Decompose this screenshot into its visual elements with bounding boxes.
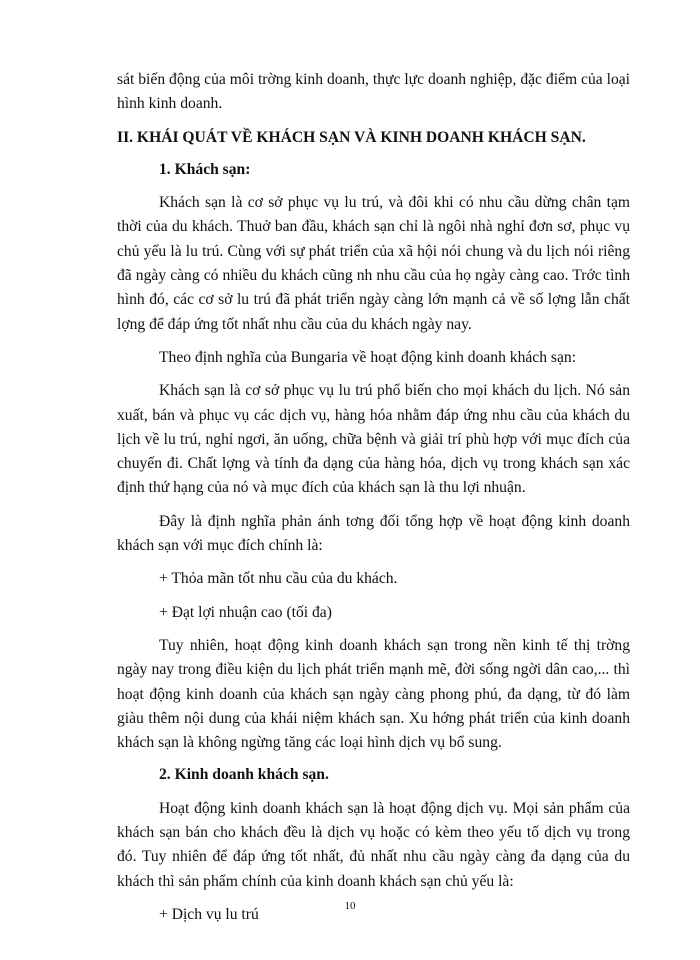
subsection-heading-business: 2. Kinh doanh khách sạn. — [159, 766, 329, 784]
continuation-paragraph: sát biến động của môi trờng kinh doanh, thực lực doanh nghiệp, đặc điểm của loại hình kinh doanh. — [117, 71, 630, 113]
bullet-accommodation: + Dịch vụ lu trú — [159, 905, 259, 923]
section-heading: II. KHÁI QUÁT VỀ KHÁCH SẠN VÀ KINH DOANH KHÁCH SẠN. — [117, 128, 586, 146]
paragraph-definition-summary: Đây là định nghĩa phản ánh tơng đối tổng hợp về hoạt động kinh doanh khách sạn với mục đích chính là: — [117, 512, 630, 555]
page-number: 10 — [344, 900, 356, 912]
bullet-satisfy-needs: + Thỏa mãn tốt nhu cầu của du khách. — [159, 570, 398, 588]
paragraph-bulgaria-definition: Khách sạn là cơ sở phục vụ lu trú phổ biến cho mọi khách du lịch. Nó sản xuất, bán và phục vụ các dịch vụ, hàng hóa nhằm đáp ứng nhu cầu của khách du lịch về lu trú, nghỉ ngơi, ăn uống, chữa bệnh và giải trí phù hợp với mục đích của chuyến đi. Chất lợng và tính đa dạng của hàng hóa, dịch vụ trong khách sạn xác định thứ hạng của nó và mục đích của khách sạn là thu lợi nhuận. — [117, 382, 630, 497]
paragraph-business-services: Hoạt động kinh doanh khách sạn là hoạt động dịch vụ. Mọi sản phẩm của khách sạn bán cho khách đều là dịch vụ hoặc có kèm theo yếu tố dịch vụ trong đó. Tuy nhiên để đáp ứng tốt nhất, đủ nhất nhu cầu ngày càng đa dạng của du khách thì sản phẩm chính của kinh doanh khách sạn chủ yếu là: — [117, 799, 630, 890]
subsection-heading-hotel: 1. Khách sạn: — [159, 160, 251, 178]
paragraph-market-trend: Tuy nhiên, hoạt động kinh doanh khách sạn trong nền kinh tế thị trờng ngày nay trong điều kiện du lịch phát triển mạnh mẽ, đời sống ngời dân cao,... thì hoạt động kinh doanh của khách sạn ngày càng phong phú, đa dạng, từ đó làm giàu thêm nội dung của khái niệm khách sạn. Xu hớng phát triển của kinh doanh khách sạn là không ngừng tăng các loại hình dịch vụ bổ sung. — [117, 636, 630, 752]
bullet-max-profit: + Đạt lợi nhuận cao (tối đa) — [159, 603, 332, 621]
paragraph-bulgaria-intro: Theo định nghĩa của Bungaria về hoạt động kinh doanh khách sạn: — [159, 348, 577, 366]
paragraph-hotel-definition: Khách sạn là cơ sở phục vụ lu trú, và đôi khi có nhu cầu dừng chân tạm thời của du khách. Thuở ban đầu, khách sạn chỉ là ngôi nhà nghỉ đơn sơ, phục vụ chủ yếu là lu trú. Cùng với sự phát triển của xã hội nói chung và du lịch nói riêng đã ngày càng có nhiều du khách cũng nh nhu cầu của họ ngày càng cao. Trớc tình hình đó, các cơ sở lu trú đã phát triển ngày càng lớn mạnh cả về số lợng lẫn chất lợng để đáp ứng tốt nhất nhu cầu của du khách ngày nay. — [117, 194, 630, 333]
page-body — [117, 68, 630, 927]
